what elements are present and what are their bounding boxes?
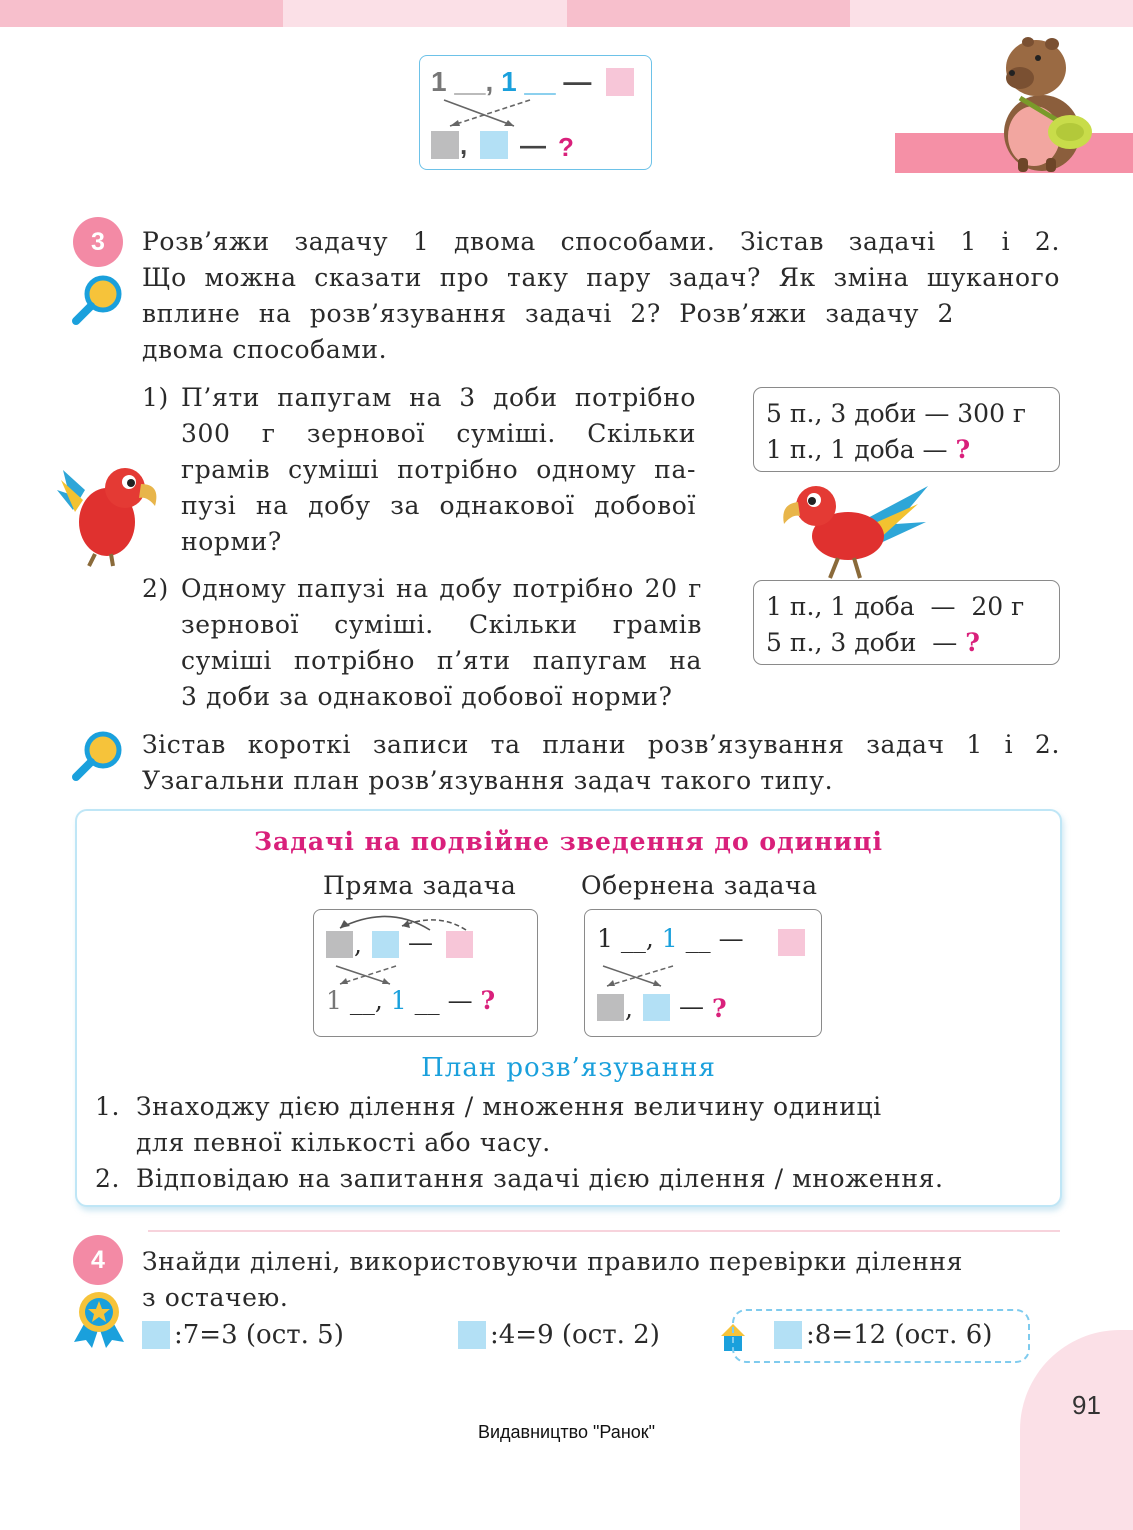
cross-arrows xyxy=(332,962,402,988)
compare-line: Зістав короткі записи та плани розв’язування задач 1 і 2. xyxy=(142,730,1060,759)
grey-square xyxy=(431,131,459,159)
top-scheme-dash: — xyxy=(563,66,592,97)
exercise-text: :7=3 (ост. 5) xyxy=(174,1320,344,1350)
short-note-2 xyxy=(753,580,1060,665)
problem-line: суміші потрібно п’яти папугам на xyxy=(181,646,702,675)
top-scheme-question: ? xyxy=(558,132,574,162)
comma: , xyxy=(354,930,362,959)
page-number: 91 xyxy=(1072,1390,1101,1420)
intro-line: вплине на розв’язування задачі 2? Розв’яжи задачу 2 xyxy=(142,299,954,328)
note-line: 5 п., 3 доби — 300 г xyxy=(766,399,1027,428)
divider xyxy=(148,1230,1060,1232)
publisher: Видавництво "Ранок" xyxy=(477,1422,656,1442)
exercise-3 xyxy=(774,1320,992,1350)
top-scheme-unit-b: 1 __ xyxy=(501,66,556,97)
blue-square xyxy=(372,931,399,958)
direct-task-label: Пряма задача xyxy=(323,871,517,900)
plan-title: План розв’язування xyxy=(421,1053,716,1083)
problem-line: грамів суміші потрібно одному па- xyxy=(181,455,696,484)
top-stripe-3 xyxy=(567,0,850,27)
plan-step-number: 1. xyxy=(95,1092,121,1121)
exercise-1 xyxy=(142,1320,344,1350)
short-note-1 xyxy=(753,387,1060,472)
note-line: 5 п., 3 доби — xyxy=(766,628,958,657)
blank: __, xyxy=(349,986,383,1015)
task-3-number: 3 xyxy=(73,217,123,267)
problem-line: норми? xyxy=(181,527,282,556)
magnifier-icon xyxy=(70,730,124,782)
blank-square xyxy=(458,1321,486,1349)
problem-line: зернової суміші. Скільки грамів xyxy=(181,610,702,639)
plan-step-1 xyxy=(136,1089,882,1161)
dash: — xyxy=(408,928,433,957)
cross-arrows xyxy=(599,962,679,990)
problem-1-number: 1) xyxy=(142,383,169,412)
unit-one: 1 xyxy=(390,986,407,1015)
intro-line: Розв’яжи задачу 1 двома способами. Зістав задачі 1 і 2. xyxy=(142,227,1060,256)
parrot-illustration xyxy=(778,478,933,586)
problem-2-number: 2) xyxy=(142,574,169,603)
blank: __ xyxy=(685,924,711,953)
problem-1-text xyxy=(181,380,696,560)
cross-arrows xyxy=(440,96,540,130)
plan-line: Знаходжу дією ділення / множення величину одиниці xyxy=(136,1092,882,1121)
problem-line: Одному папузі на добу потрібно 20 г xyxy=(181,574,702,603)
compare-line: Узагальни план розв’язування задач такого типу. xyxy=(142,766,834,795)
unit-one: 1 xyxy=(661,924,678,953)
question-mark: ? xyxy=(480,986,496,1015)
blank: __ xyxy=(414,986,440,1015)
top-scheme-dash-2: — xyxy=(520,130,546,160)
unit-one: 1 xyxy=(597,924,613,953)
capybara-illustration xyxy=(990,28,1112,173)
task-4-line: Знайди ділені, використовуючи правило перевірки ділення xyxy=(142,1247,963,1276)
comma: , xyxy=(625,994,633,1023)
blank: __, xyxy=(620,924,654,953)
magnifier-icon xyxy=(70,274,124,326)
exercise-text: :4=9 (ост. 2) xyxy=(490,1320,660,1350)
task-4-text xyxy=(142,1244,1060,1316)
parrot-illustration xyxy=(55,450,163,570)
exercise-2 xyxy=(458,1320,660,1350)
blue-square xyxy=(480,131,508,159)
intro-line: двома способами. xyxy=(142,335,388,364)
top-stripe-1 xyxy=(0,0,283,27)
direct-scheme xyxy=(313,909,538,1037)
grey-square xyxy=(597,994,624,1021)
top-scheme-unit-a: 1 __, xyxy=(431,66,494,97)
intro-line: Що можна сказати про таку пару задач? Як зміна шуканого xyxy=(142,263,1060,292)
top-scheme-box: 1 __, 1 __ — , — ? xyxy=(419,55,652,170)
compare-text xyxy=(142,727,1060,799)
dash: — xyxy=(718,924,744,953)
rule-title: Задачі на подвійне зведення до одиниці xyxy=(253,827,884,856)
inverse-task-label: Обернена задача xyxy=(581,871,818,900)
top-stripe-2 xyxy=(283,0,567,27)
task-4-line: з остачею. xyxy=(142,1283,289,1312)
problem-2-text xyxy=(181,571,702,715)
blank-square xyxy=(774,1321,802,1349)
blue-square xyxy=(643,994,670,1021)
question-mark: ? xyxy=(955,435,971,464)
note-line: 1 п., 1 доба — 20 г xyxy=(766,592,1025,621)
problem-line: 300 г зернової суміші. Скільки xyxy=(181,419,696,448)
plan-step-2: Відповідаю на запитання задачі дією ділення / множення. xyxy=(136,1164,944,1193)
plan-step-number: 2. xyxy=(95,1164,121,1193)
exercise-text: :8=12 (ост. 6) xyxy=(806,1320,993,1350)
top-stripe-4 xyxy=(850,0,1133,27)
rule-box xyxy=(75,809,1062,1207)
dash: — xyxy=(679,992,704,1021)
question-mark: ? xyxy=(965,628,980,657)
note-line: 1 п., 1 доба — xyxy=(766,435,948,464)
blank-square xyxy=(142,1321,170,1349)
task-3-intro xyxy=(142,224,1060,368)
pink-square xyxy=(606,68,634,96)
problem-line: пузі на добу за однакової добової xyxy=(181,491,696,520)
question-mark: ? xyxy=(712,994,727,1023)
pink-square xyxy=(446,931,473,958)
unit-one: 1 xyxy=(326,986,342,1015)
problem-line: 3 доби за однакової добової норми? xyxy=(181,682,673,711)
grey-square xyxy=(326,931,353,958)
pink-square xyxy=(778,929,805,956)
task-4-number: 4 xyxy=(73,1235,123,1285)
star-medal-icon xyxy=(72,1290,126,1348)
inverse-scheme xyxy=(584,909,822,1037)
plan-line: для певної кількості або часу. xyxy=(136,1128,551,1157)
dash: — xyxy=(447,986,473,1015)
problem-line: П’яти папугам на 3 доби потрібно xyxy=(181,383,696,412)
